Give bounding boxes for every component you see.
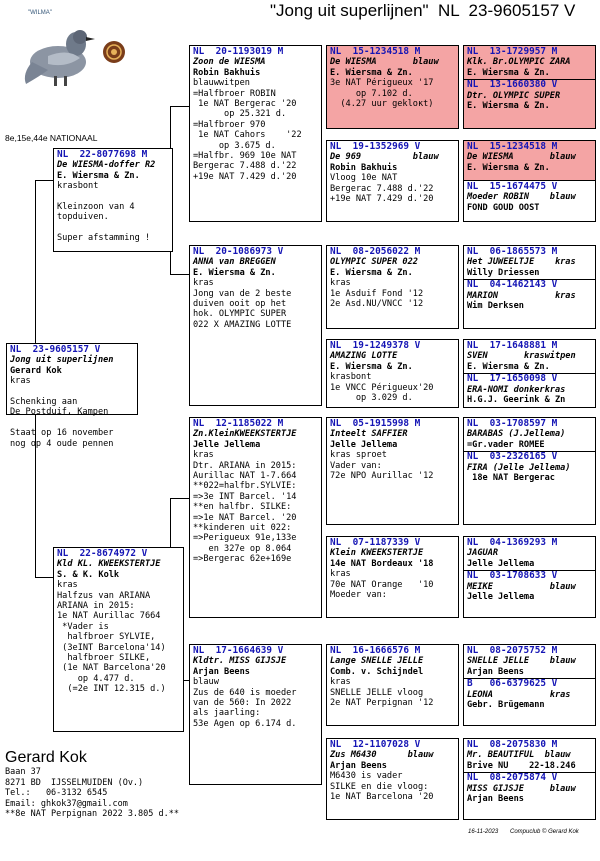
pigeon-name: Zus M6430 blauw <box>330 750 434 761</box>
breeder-name: Comb. v. Schijndel <box>330 666 424 677</box>
ring-number: NL 20-1086973 V <box>193 246 284 257</box>
pigeon-note: **022=halfbr.SYLVIE: <box>193 481 297 492</box>
pigeon-name: AMAZING LOTTE <box>330 351 398 362</box>
pigeon-note <box>57 192 169 202</box>
ring-number: NL 13-1660380 V <box>467 79 558 91</box>
pigeon-note: **en halfbr. SILKE: <box>193 502 292 513</box>
pedigree-mm <box>189 644 322 785</box>
ring-number: NL 08-2075874 V <box>467 772 558 784</box>
pigeon-name: De WIESMA-doffer R2 <box>57 160 156 171</box>
owner-note: **8e NAT Perpignan 2022 3.805 d.** <box>5 809 179 819</box>
breeder-name: Arjan Beens <box>467 794 524 805</box>
pigeon-note <box>10 387 134 397</box>
connector <box>170 106 189 107</box>
page-title: "Jong uit superlijnen" NL 23-9605157 V <box>270 1 576 20</box>
ring-number: NL 08-2075830 M <box>467 739 558 750</box>
pigeon-name: BARABAS (J.Jellema) <box>467 429 566 440</box>
pigeon-name: MISS GIJSJE blauw <box>467 783 576 794</box>
breeder-name: 18e NAT Bergerac <box>467 473 555 484</box>
pigeon-note: Staat op 16 november <box>10 428 114 439</box>
owner-line: Baan 37 <box>5 767 41 777</box>
pigeon-note: 72e NPO Aurillac '12 <box>330 471 434 482</box>
pigeon-note: Bergerac 7.488 d.'22 <box>193 161 297 172</box>
pedigree-g8 <box>463 738 596 820</box>
breeder-name: H.G.J. Geerink & Zn <box>467 395 566 406</box>
pigeon-note: blauwwitpen <box>193 78 250 89</box>
ring-number: NL 15-1234518 M <box>467 141 558 152</box>
pigeon-note: Kleinzoon van 4 <box>57 202 135 213</box>
ring-number: NL 13-1729957 M <box>467 46 558 57</box>
pedigree-mother <box>53 547 184 732</box>
breeder-name: E. Wiersma & Zn. <box>193 267 276 278</box>
pedigree-fm <box>189 245 322 406</box>
pigeon-name: ERA-NOMI donkerkras <box>467 384 566 395</box>
postduif-badge-icon <box>102 40 126 68</box>
pedigree-g6 <box>463 536 596 618</box>
pedigree-mff <box>326 417 459 525</box>
pigeon-note: als jaarling: <box>193 708 261 719</box>
breeder-name: Gebr. Brügemann <box>467 700 545 711</box>
breeder-name: Arjan Beens <box>330 760 387 771</box>
pigeon-entry <box>464 181 595 214</box>
ring-number: NL 16-1666576 M <box>330 645 421 656</box>
owner-block <box>5 748 185 820</box>
pigeon-note <box>10 418 134 428</box>
pigeon-note: Vader van: <box>330 460 382 471</box>
pigeon-note: Jong van de 2 beste <box>193 288 292 299</box>
pigeon-note: =>1e NAT Barcel. '20 <box>193 512 297 523</box>
pigeon-name: Zoon de WIESMA <box>193 57 266 68</box>
owner-name: Gerard Kok <box>5 749 87 766</box>
pigeon-note: duiven ooit op het <box>193 299 287 310</box>
pigeon-note: en 327e op 8.064 <box>193 543 292 554</box>
breeder-name: Jelle Jellema <box>330 439 398 450</box>
breeder-name: S. & K. Kolk <box>57 569 120 580</box>
pigeon-note: (1e NAT Barcelona'20 <box>57 663 166 674</box>
ring-number: NL 03-2326165 V <box>467 451 558 463</box>
pigeon-note: kras <box>330 278 351 289</box>
pigeon-note: Bergerac 7.488 d.'22 <box>330 183 434 194</box>
pigeon-note: 022 X AMAZING LOTTE <box>193 319 292 330</box>
pigeon-note: kras <box>10 376 31 387</box>
ring-number: NL 12-1107028 V <box>330 739 421 750</box>
pigeon-logo-icon <box>18 18 98 94</box>
ring-number: NL 17-1650098 V <box>467 373 558 385</box>
pigeon-name: Mr. BEAUTIFUL blauw <box>467 750 571 761</box>
pigeon-note: Moeder van: <box>330 590 387 601</box>
pedigree-mf <box>189 417 322 618</box>
pigeon-note: 2e Asd.NU/VNCC '12 <box>330 299 424 310</box>
pigeon-name: Dtr. OLYMPIC SUPER <box>467 90 561 101</box>
ring-number: NL 12-1185022 M <box>193 418 284 429</box>
ring-number: NL 17-1648881 M <box>467 340 558 351</box>
pigeon-note: (=2e INT 12.315 d.) <box>57 684 166 695</box>
pigeon-name: FIRA (Jelle Jellema) <box>467 462 571 473</box>
pigeon-note: hok. OLYMPIC SUPER <box>193 309 287 320</box>
breeder-name: E. Wiersma & Zn. <box>467 67 550 78</box>
pigeon-name: De 969 blauw <box>330 152 439 163</box>
breeder-name: E. Wiersma & Zn. <box>57 170 140 181</box>
breeder-name: Brive NU 22-18.246 <box>467 760 576 771</box>
ring-number: NL 23-9605157 V <box>10 344 101 355</box>
breeder-name: Arjan Beens <box>467 666 524 677</box>
ring-number: NL 05-1915998 M <box>330 418 421 429</box>
ring-number: NL 15-1234518 M <box>330 46 421 57</box>
breeder-name: E. Wiersma & Zn. <box>330 267 413 278</box>
pigeon-note: kras <box>330 569 351 580</box>
pigeon-note: blauw <box>193 677 219 688</box>
pigeon-note: Zus de 640 is moeder <box>193 687 297 698</box>
pedigree-fmf <box>326 245 459 329</box>
breeder-name: Wim Derksen <box>467 301 524 312</box>
pigeon-note: kras <box>57 580 78 591</box>
pigeon-name: MARION kras <box>467 290 576 301</box>
pigeon-name: MEIKE blauw <box>467 581 576 592</box>
pigeon-note: =>3e INT Barcel. '14 <box>193 491 297 502</box>
pigeon-note: Aurillac NAT 1-7.664 <box>193 471 297 482</box>
pigeon-note: op 25.321 d. <box>193 109 287 120</box>
pigeon-note: van de 560: In 2022 <box>193 698 292 709</box>
pigeon-note: kras sproet <box>330 450 387 461</box>
ring-number: NL 03-1708633 V <box>467 570 558 582</box>
pigeon-name: Het JUWEELTJE kras <box>467 257 576 268</box>
pigeon-note: SNELLE JELLE vloog <box>330 687 424 698</box>
ring-number: NL 22-8674972 V <box>57 548 148 559</box>
pigeon-note: (3eINT Barcelona'14) <box>57 642 166 653</box>
breeder-name: Robin Bakhuis <box>193 67 261 78</box>
pigeon-note: (4.27 uur gekloкt) <box>330 99 434 110</box>
pedigree-ff <box>189 45 322 222</box>
breeder-name: E. Wiersma & Zn. <box>467 101 550 112</box>
pigeon-note: Dtr. ARIANA in 2015: <box>193 460 297 471</box>
pedigree-father <box>53 148 173 252</box>
pigeon-entry <box>464 141 595 181</box>
owner-line: 8271 BD IJSSELMUIDEN (Ov.) <box>5 777 144 788</box>
ring-number: NL 20-1193019 M <box>193 46 284 57</box>
pigeon-note: topduiven. <box>57 212 109 223</box>
breeder-name: FOND GOUD OOST <box>467 202 540 213</box>
pigeon-note: +19e NAT 7.429 d.'20 <box>330 194 434 205</box>
pigeon-note: halfbroer SILKE, <box>57 653 151 664</box>
pedigree-g4 <box>463 339 596 408</box>
pigeon-note: =Halfbr. 969 10e NAT <box>193 151 297 162</box>
ring-number: NL 06-1865573 M <box>467 246 558 257</box>
pigeon-note: 1e NAT Cahors '22 <box>193 130 302 141</box>
pigeon-note: =Halfbroer ROBIN <box>193 88 276 99</box>
pigeon-note: +19e NAT 7.429 d.'20 <box>193 171 297 182</box>
pigeon-name: SNELLE JELLE blauw <box>467 656 576 667</box>
ring-number: NL 15-1674475 V <box>467 181 558 192</box>
pigeon-note: *Vader is <box>57 621 109 632</box>
pigeon-note: 1e NAT Bergerac '20 <box>193 99 297 110</box>
logo <box>18 10 128 90</box>
pigeon-name: Jong uit superlijnen <box>10 355 114 366</box>
pigeon-note: op 3.675 d. <box>193 140 276 151</box>
pedigree-main <box>6 343 138 449</box>
pigeon-name: SVEN kraswitpen <box>467 351 576 362</box>
ring-number: NL 17-1664639 V <box>193 645 284 656</box>
breeder-name: Arjan Beens <box>193 666 250 677</box>
connector <box>35 180 53 181</box>
ring-number: NL 19-1352969 V <box>330 141 421 152</box>
pigeon-name: Kld KL. KWEEKSTERTJE <box>57 559 161 570</box>
pedigree-g3 <box>463 245 596 329</box>
pigeon-name: Kldtr. MISS GIJSJE <box>193 656 287 667</box>
pedigree-ffm <box>326 140 459 222</box>
pigeon-note: 1e Asduif Fond '12 <box>330 288 424 299</box>
pigeon-name: Inteelt SAFFIER <box>330 429 408 440</box>
pigeon-note: Vloog 10e NAT <box>330 173 398 184</box>
pigeon-note: De Postduif, Kampen <box>10 407 109 418</box>
breeder-name: =Gr.vader ROMEE <box>467 439 545 450</box>
ring-number: NL 22-8077698 M <box>57 149 148 160</box>
pigeon-note: 3e NAT Périgueux '17 <box>330 78 434 89</box>
connector <box>35 180 36 343</box>
pigeon-name: De WIESMA blauw <box>467 152 576 163</box>
connector <box>170 498 189 499</box>
pigeon-note: 1e VNCC Périgueux'20 <box>330 382 434 393</box>
pigeon-note: Halfzus van ARIANA <box>57 590 151 601</box>
ring-number: B 06-6379625 V <box>467 678 558 690</box>
breeder-name: Robin Bakhuis <box>330 162 398 173</box>
breeder-name: Jelle Jellema <box>467 558 535 569</box>
ring-number: NL 19-1249378 V <box>330 340 421 351</box>
pigeon-note: halfbroer SYLVIE, <box>57 632 156 643</box>
pigeon-note: SILKE en die vloog: <box>330 781 429 792</box>
pigeon-note: =>Bergerac 62e+169e <box>193 554 292 565</box>
breeder-name: E. Wiersma & Zn. <box>330 361 413 372</box>
pedigree-mfm <box>326 536 459 618</box>
pedigree-mmm <box>326 738 459 820</box>
pigeon-name: ANNA van BREGGEN <box>193 257 276 268</box>
breeder-name: E. Wiersma & Zn. <box>467 162 550 173</box>
pigeon-name: Klk. Br.OLYMPIC ZARA <box>467 57 571 68</box>
pigeon-note: 1e NAT Barcelona '20 <box>330 792 434 803</box>
connector <box>170 274 189 275</box>
pigeon-note: 53e Agen op 6.174 d. <box>193 718 297 729</box>
pigeon-note: =>Perigueux 91e,133e <box>193 533 297 544</box>
pigeon-note <box>57 223 169 233</box>
pigeon-name: Zn.KleinKWEEKSTERTJE <box>193 429 297 440</box>
breeder-name: E. Wiersma & Zn. <box>467 361 550 372</box>
footer-credit: Compuclub © Gerard Kok <box>510 829 579 835</box>
pigeon-name: OLYMPIC SUPER 022 <box>330 257 418 268</box>
pedigree-g2 <box>463 140 596 222</box>
nationaal-note: 8e,15e,44e NATIONAAL <box>5 133 98 143</box>
ring-number: NL 04-1462143 V <box>467 279 558 291</box>
pigeon-note: kras <box>193 278 214 289</box>
pigeon-note: kras <box>330 677 351 688</box>
breeder-name: E. Wiersma & Zn. <box>330 67 413 78</box>
pigeon-name: LEONA kras <box>467 689 571 700</box>
pigeon-note: op 7.102 d. <box>330 88 413 99</box>
ring-number: NL 08-2056022 M <box>330 246 421 257</box>
pigeon-name: Klein KWEEKSTERTJE <box>330 548 424 559</box>
pigeon-note: krasbont <box>330 372 372 383</box>
breeder-name: Jelle Jellema <box>193 439 261 450</box>
pigeon-note: Schenking aan <box>10 397 78 408</box>
pedigree-g7 <box>463 644 596 726</box>
pigeon-note: **kinderen uit 022: <box>193 523 292 534</box>
breeder-name: Gerard Kok <box>10 365 62 376</box>
connector <box>35 577 53 578</box>
pigeon-note: M6430 is vader <box>330 771 403 782</box>
pigeon-note: krasbont <box>57 181 99 192</box>
pedigree-g1 <box>463 45 596 129</box>
ring-number: NL 08-2075752 M <box>467 645 558 656</box>
result-line: 14e NAT Bordeaux '18 <box>330 558 434 569</box>
pigeon-note: 70e NAT Orange '10 <box>330 579 434 590</box>
pigeon-name: JAGUAR <box>467 548 499 559</box>
owner-phone: Tel.: 06-3132 6545 <box>5 788 108 798</box>
pedigree-fmm <box>326 339 459 408</box>
pigeon-note: 1e NAT Aurillac 7664 <box>57 611 161 622</box>
pedigree-mmf <box>326 644 459 726</box>
pigeon-name: Moeder ROBIN blauw <box>467 192 576 203</box>
breeder-name: Willy Driessen <box>467 267 540 278</box>
ring-number: NL 03-1708597 M <box>467 418 558 429</box>
footer-date: 16-11-2023 <box>468 829 499 835</box>
pedigree-fff <box>326 45 459 129</box>
pigeon-note: =Halfbroer 970 <box>193 119 266 130</box>
pigeon-note: op 3.029 d. <box>330 393 413 404</box>
ring-number: NL 07-1187339 V <box>330 537 421 548</box>
pigeon-note: ARIANA in 2015: <box>57 601 135 612</box>
pigeon-note: 2e NAT Perpignan '12 <box>330 698 434 709</box>
pigeon-note: nog op 4 oude pennen <box>10 438 114 449</box>
pigeon-name: Lange SNELLE JELLE <box>330 656 424 667</box>
pigeon-name: De WIESMA blauw <box>330 57 439 68</box>
owner-email: Email: ghkok37@gmail.com <box>5 798 128 809</box>
ring-number: NL 04-1369293 M <box>467 537 558 548</box>
breeder-name: Jelle Jellema <box>467 592 535 603</box>
pigeon-note: op 4.477 d. <box>57 673 135 684</box>
pigeon-note: kras <box>193 450 214 461</box>
logo-brand-text: "WILMA" <box>28 10 52 16</box>
pigeon-note: Super afstamming ! <box>57 233 151 244</box>
pedigree-g5 <box>463 417 596 525</box>
